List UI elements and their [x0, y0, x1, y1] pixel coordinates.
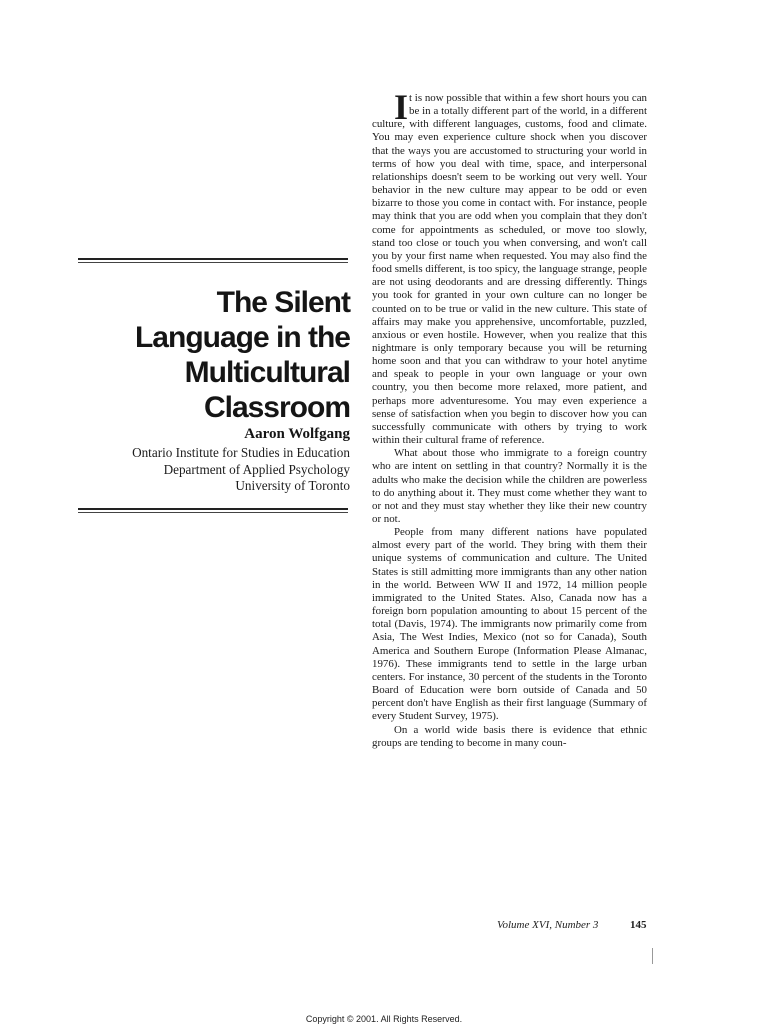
affiliation-line: University of Toronto: [235, 478, 350, 493]
title-line: Classroom: [203, 391, 350, 424]
title-line: Multicultural: [184, 356, 350, 389]
scan-mark: [652, 948, 653, 964]
drop-cap: I: [394, 87, 409, 127]
author-name: Aaron Wolfgang: [244, 426, 350, 442]
copyright-notice: Copyright © 2001. All Rights Reserved.: [305, 1014, 463, 1024]
paragraph-text: t is now possible that within a few short hours you can be in a totally different part of the world, in a different culture, with different languages, customs, food and climate. You may even experience culture shock when you discover that the ways you are accustomed to structuring your world in terms of how you deal with time, space, and interpersonal relationships doesn't seem to be working out very well. Your behavior in the new culture may appear to be odd or even bizarre to those you come in contact with. For instance, people may think that you are odd when you complain that they don't come for appointments as scheduled, or move too slowly, stand too close or touch you when conversing, and won't call you by your first name when requested. You may also find the food smells different, is too spicy, the language strange, people are not using deodorants and are dressing differently. Things you took for granted in your own culture can no longer be counted on to be true or valid in the new culture. This state of affairs may make you apprehensive, uncomfortable, puzzled, anxious or even hostile. However, when you realize that this nightmare is only temporary because you will be returning home soon and that you can withdraw to your hotel anytime and speak to people in your own language or your own country, you then become more relaxed, more patient, and perhaps more adventuresome. You may even experience a sense of satisfaction when you begin to discover how you can successfully communicate with others by trying to work within their cultural frame of reference.: [372, 92, 647, 447]
title-line: Language in the: [134, 321, 350, 354]
body-paragraph: What about those who immigrate to a foreign country who are intent on settling in that country? Normally it is the adults who make the decision while the children are powerless to do anything about it. They must come whether they want to or not and they must stay whether they like their new country or not.: [372, 447, 647, 525]
affiliation-line: Ontario Institute for Studies in Education: [132, 445, 350, 460]
body-paragraph: [372, 87, 647, 447]
body-paragraph: People from many different nations have populated almost every part of the world. They bring with them their unique systems of communication and culture. The United States is still admitting more immigrants than any other nation in the world. Between WW II and 1972, 14 million people immigrated to the United States. Also, Canada now has a foreign born population amounting to about 15 percent of the total (Davis, 1974). The immigrants now primarily come from Asia, The West Indies, Mexico (not so for Canada), South America and Southern Europe (Information Please Almanac, 1976). These immigrants tend to settle in the large urban centers. For instance, 30 percent of the students in the Toronto Board of Education were born outside of Canada and 50 percent don't have English as their first language (Summary of every Student Survey, 1975).: [372, 526, 647, 723]
journal-volume: Volume XVI, Number 3: [497, 919, 599, 931]
title-line: The Silent: [216, 286, 350, 319]
body-paragraph: On a world wide basis there is evidence that ethnic groups are tending to become in many coun-: [372, 723, 647, 749]
affiliation-line: Department of Applied Psychology: [163, 461, 350, 477]
page-number: 145: [630, 919, 647, 931]
article-title: [60, 285, 350, 425]
author-affiliation: [30, 445, 350, 495]
article-body: [372, 87, 647, 750]
top-double-rule: [78, 258, 348, 263]
bottom-double-rule: [78, 508, 348, 513]
